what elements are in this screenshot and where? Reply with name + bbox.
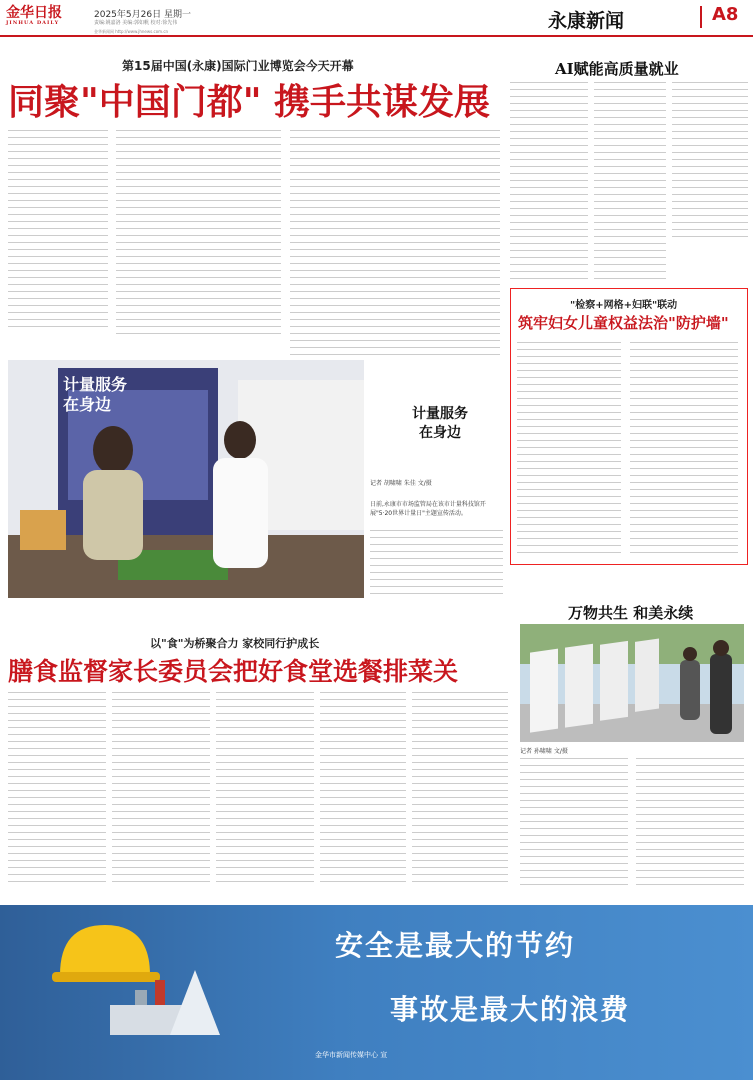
newspaper-logo: 金华日报 JINHUA DAILY xyxy=(6,5,62,26)
helmet-factory-icon xyxy=(50,920,220,1040)
canteen-body-col2 xyxy=(112,692,210,882)
lead-photo-caption: 日前,永康市市场监管局在该市计量科技馆开展"5·20世界计量日"主题宣传活动。 xyxy=(370,501,486,517)
lead-photo-credit: 记者 胡啸啸 朱佳 文/摄 xyxy=(370,480,432,487)
lead-body-col1 xyxy=(8,130,108,330)
harmony-photo-illustration xyxy=(520,624,744,742)
issue-date: 2025年5月26日 星期一 xyxy=(94,10,191,20)
section-name: 永康新闻 xyxy=(548,10,625,32)
lead-body-col2 xyxy=(116,130,281,340)
page-number: A8 xyxy=(712,4,739,25)
editor-credits: 责编:姚嘉洛 美编:郭如帆 校对:徐先伟 xyxy=(94,20,178,26)
ai-story-col3 xyxy=(672,82,748,242)
boxed-body-col1 xyxy=(517,342,621,554)
ad-line-2: 事故是最大的浪费 xyxy=(390,993,631,1026)
lead-photo-sign: 计量服务 在身边 xyxy=(63,375,128,414)
lead-photo-illustration xyxy=(8,360,364,598)
canteen-kicker: 以"食"为桥聚合力 家校同行护成长 xyxy=(150,637,320,650)
section-divider xyxy=(700,6,702,28)
harmony-title: 万物共生 和美永续 xyxy=(568,604,694,622)
lead-caption-body xyxy=(370,530,503,598)
ai-story-col1 xyxy=(510,82,588,282)
canteen-title: 膳食监督家长委员会把好食堂选餐排菜关 xyxy=(8,657,459,686)
harmony-body-col2 xyxy=(636,758,744,888)
website-url[interactable]: 金华新闻网 http://www.jhnews.com.cn xyxy=(94,29,169,34)
harmony-body-col1 xyxy=(520,758,628,888)
boxed-title: 筑牢妇女儿童权益法治"防护墙" xyxy=(518,314,729,332)
ai-story-title: AI赋能高质量就业 xyxy=(555,60,679,78)
lead-photo xyxy=(8,360,364,598)
canteen-body-col1 xyxy=(8,692,106,882)
lead-body-col3 xyxy=(290,130,500,360)
lead-photo-box-title: 计量服务 在身边 xyxy=(412,406,468,441)
canteen-body-col4 xyxy=(320,692,406,882)
canteen-body-col5 xyxy=(412,692,508,882)
canteen-body-col3 xyxy=(216,692,314,882)
boxed-kicker: "检察+网格+妇联"联动 xyxy=(570,300,678,311)
ad-line-1: 安全是最大的节约 xyxy=(335,929,576,962)
lead-kicker: 第15届中国(永康)国际门业博览会今天开幕 xyxy=(122,59,354,73)
ai-story-col2 xyxy=(594,82,666,282)
boxed-body-col2 xyxy=(630,342,738,554)
lead-title: 同聚"中国门都" 携手共谋发展 xyxy=(8,81,491,123)
harmony-photo xyxy=(520,624,744,742)
ad-credit: 金华市新闻传媒中心 宣 xyxy=(315,1051,388,1059)
header-rule xyxy=(0,35,753,37)
harmony-credit: 记者 孙啸啸 文/摄 xyxy=(520,748,568,755)
